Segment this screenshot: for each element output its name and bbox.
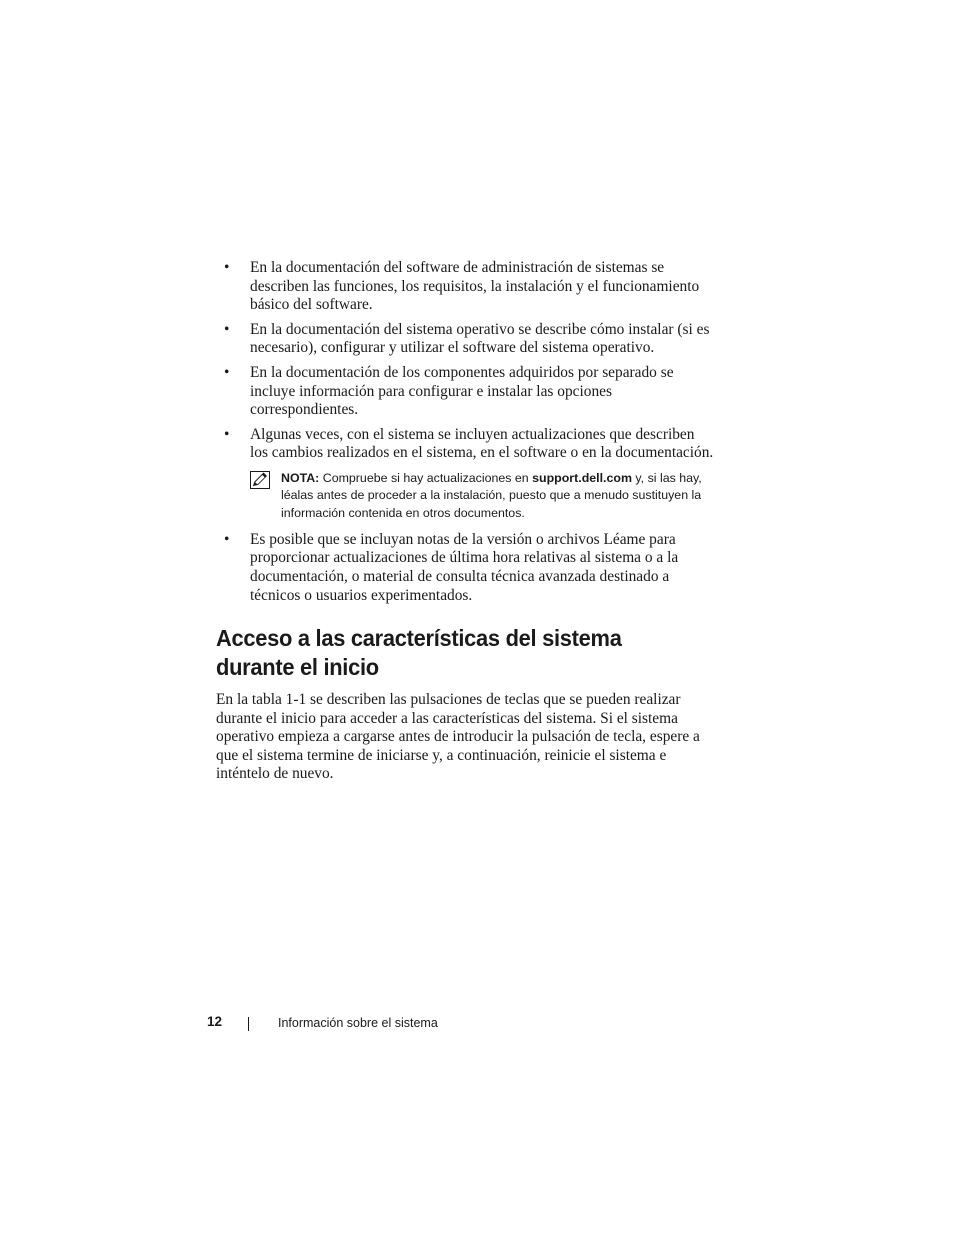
page-number: 12 <box>207 1014 223 1029</box>
list-item <box>216 364 716 420</box>
pencil-note-icon <box>250 471 270 489</box>
footer-divider <box>248 1017 249 1031</box>
bullet-marker: • <box>224 259 230 276</box>
list-item <box>216 531 716 605</box>
bullet-marker: • <box>224 425 230 443</box>
note-box <box>250 470 716 522</box>
list-item-text: En la documentación de los componentes adquiridos por separado se incluye información para configurar e instalar las opciones correspondientes. <box>250 363 674 419</box>
list-item-text: En la documentación del software de administración de sistemas se describen las funciones, los requisitos, la instalación y el funcionamiento básico del software. <box>250 259 700 314</box>
list-item <box>216 426 716 463</box>
footer-title: Información sobre el sistema <box>278 1016 438 1030</box>
note-label: NOTA: <box>281 470 320 485</box>
bullet-marker: • <box>224 363 230 381</box>
list-item <box>216 321 716 358</box>
list-item-text: Algunas veces, con el sistema se incluyen actualizaciones que describen los cambios realizados en el sistema, en el software o en la documentación. <box>250 425 714 462</box>
list-item-text: En la documentación del sistema operativo se describe cómo instalar (si es necesario), configurar y utilizar el software del sistema operativo. <box>250 320 710 357</box>
list-item-text: Es posible que se incluyan notas de la versión o archivos Léame para proporcionar actualizaciones de última hora relativas al sistema o a la documentación, o material de consulta técnica avanzada destinado a técnicos o usuarios experimentados. <box>250 530 679 604</box>
bullet-marker: • <box>224 320 230 338</box>
bullet-marker: • <box>224 530 230 548</box>
support-link[interactable]: support.dell.com <box>532 470 632 485</box>
section-heading: Acceso a las características del sistema durante el inicio <box>216 625 622 680</box>
note-text: Compruebe si hay actualizaciones en <box>319 470 533 485</box>
note-text-continued: y, si las hay, léalas antes de proceder a la instalación, puesto que a menudo sustituyen la información contenida en otros documentos. <box>281 470 702 520</box>
list-item <box>216 259 716 315</box>
bullet-list <box>216 259 716 611</box>
section-body: En la tabla 1-1 se describen las pulsaciones de teclas que se pueden realizar durante el inicio para acceder a las características del sistema. Si el sistema operativo empieza a cargarse antes de introducir la pulsación de tecla, espere a que el sistema termine de iniciarse y, a continuación, reinicie el sistema e inténtelo de nuevo. <box>216 691 700 783</box>
